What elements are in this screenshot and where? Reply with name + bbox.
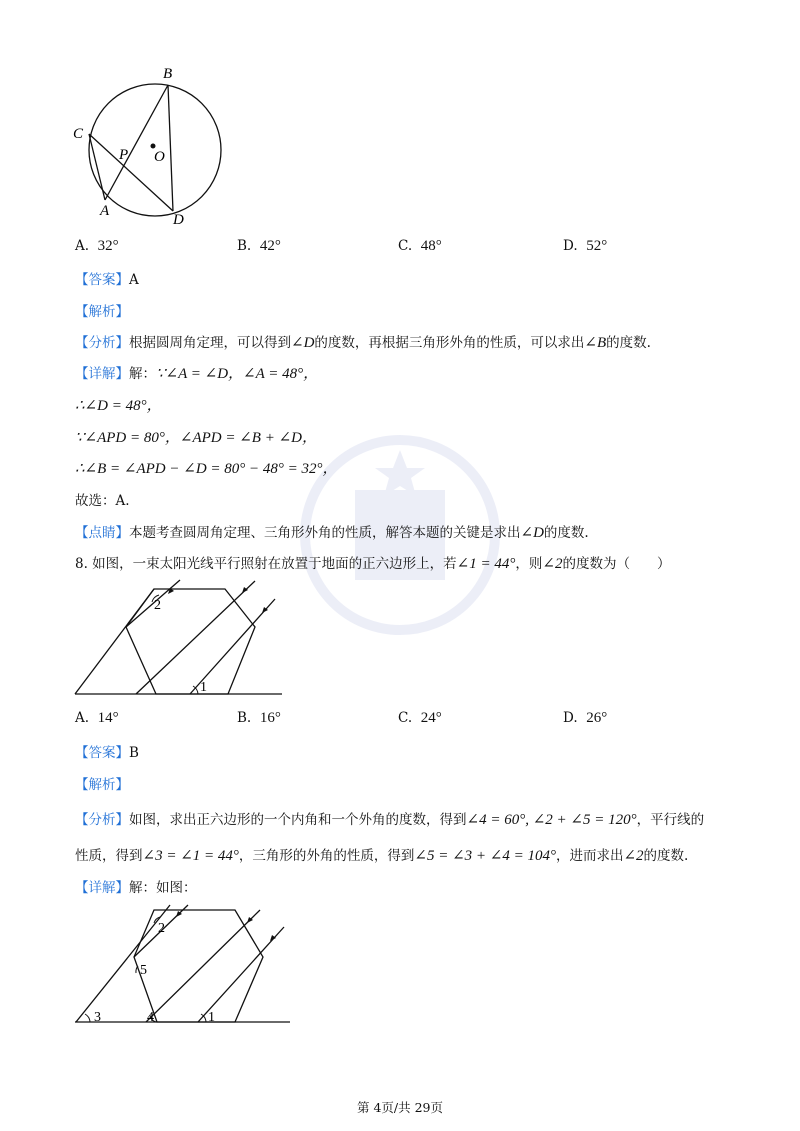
fig2-label-1: 1 — [200, 680, 207, 695]
page-footer: 第 4页/共 29页 — [356, 1100, 444, 1115]
label-D: D — [173, 212, 184, 228]
fig3-label-3: 3 — [94, 1010, 101, 1025]
q7-detail-step3: ∵∠APD = 80°，∠APD = ∠B + ∠D， — [75, 430, 317, 446]
q7-analysis-tag: 【解析】 — [75, 304, 129, 320]
q8-stem: 8. 如图，一束太阳光线平行照射在放置于地面的正六边形上，若∠1 = 44°，则∠2的度数为（ ） — [75, 556, 671, 572]
label-A: A — [100, 203, 110, 219]
q8-analysis-tag: 【解析】 — [75, 777, 129, 793]
hexagon-figure-labeled — [70, 905, 295, 1030]
q7-detail-step4: ∴∠B = ∠APD − ∠D = 80° − 48° = 32°， — [75, 461, 338, 477]
q7-detail-step2: ∴∠D = 48°， — [75, 398, 162, 414]
fig3-label-5: 5 — [140, 963, 147, 978]
label-P: P — [119, 147, 129, 163]
q7-option-c: C. 48° — [398, 238, 442, 254]
q8-option-c: C. 24° — [398, 710, 442, 726]
q7-comment: 【点睛】本题考查圆周角定理、三角形外角的性质，解答本题的关键是求出∠D的度数. — [75, 525, 589, 541]
q7-answer: 【答案】A — [75, 272, 139, 288]
hexagon-figure — [70, 580, 290, 705]
fig2-label-2: 2 — [154, 598, 161, 613]
q7-fenxi: 【分析】根据圆周角定理，可以得到∠D的度数，再根据三角形外角的性质，可以求出∠B的度数. — [75, 335, 651, 351]
q7-detail-step1: 【详解】解：∵∠A = ∠D，∠A = 48°， — [75, 366, 319, 382]
fig3-label-1: 1 — [208, 1010, 215, 1025]
label-B: B — [163, 66, 173, 82]
fig3-label-2: 2 — [158, 921, 165, 936]
q8-option-b: B. 16° — [237, 710, 281, 726]
q8-detail: 【详解】解：如图： — [75, 880, 197, 896]
q8-option-a: A. 14° — [75, 710, 119, 726]
q8-fenxi-line2: 性质，得到∠3 = ∠1 = 44°，三角形的外角的性质，得到∠5 = ∠3 + ∠4 = 104°，进而求出∠2的度数. — [75, 848, 689, 864]
q8-option-d: D. 26° — [563, 710, 608, 726]
q7-option-a: A. 32° — [75, 238, 119, 254]
q7-option-b: B. 42° — [237, 238, 281, 254]
q7-option-d: D. 52° — [563, 238, 608, 254]
q8-answer: 【答案】B — [75, 745, 139, 761]
q8-fenxi-line1: 【分析】如图，求出正六边形的一个内角和一个外角的度数，得到∠4 = 60°, ∠2 + ∠5 = 120°，平行线的 — [75, 812, 705, 828]
label-O: O — [154, 149, 165, 165]
fig3-label-4: 4 — [147, 1010, 154, 1025]
circle-figure — [70, 60, 240, 235]
label-C: C — [73, 126, 84, 142]
q7-choose: 故选：A. — [75, 493, 130, 509]
